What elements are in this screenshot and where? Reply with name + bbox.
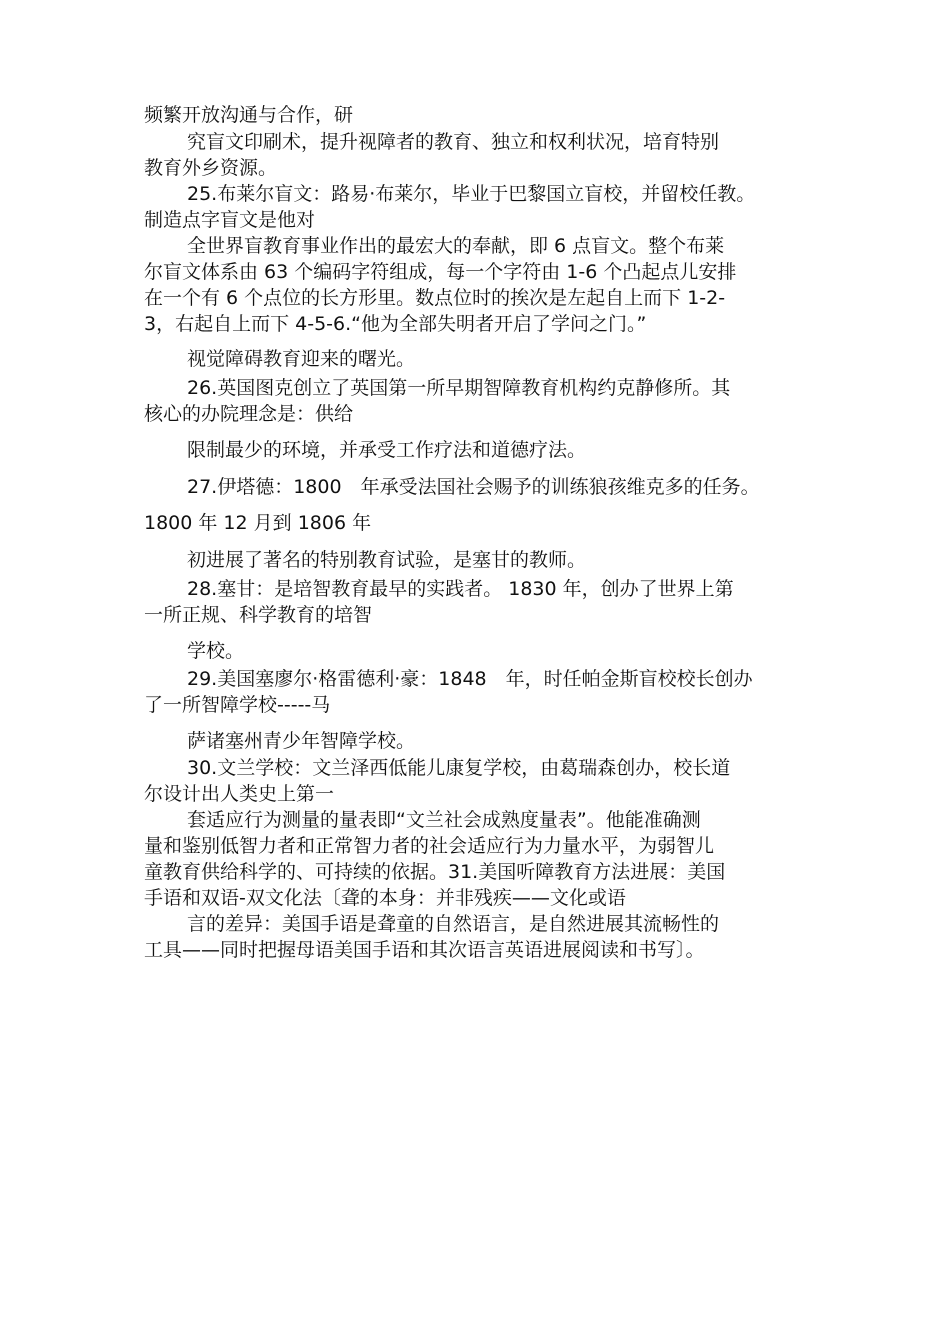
text-line: 教育外乡资源。 [144,157,278,179]
text-line: 视觉障碍教育迎来的曙光。 [187,348,416,370]
text-line: 1800 年 12 月到 1806 年 [144,512,372,534]
text-line: 29.美国塞廖尔·格雷德利·豪：1848 年，时任帕金斯盲校校长创办 [187,668,753,690]
text-line: 初进展了著名的特别教育试验，是塞甘的教师。 [187,549,587,571]
text-line: 工具——同时把握母语美国手语和其次语言英语进展阅读和书写〕。 [144,939,705,961]
text-line: 30.文兰学校：文兰泽西低能儿康复学校，由葛瑞森创办，校长道 [187,757,731,779]
text-line: 27.伊塔德：1800 年承受法国社会赐予的训练狼孩维克多的任务。 [187,476,760,498]
text-line: 尔盲文体系由 63 个编码字符组成，每一个字符由 1-6 个凸起点儿安排 [144,261,737,283]
text-line: 核心的办院理念是：供给 [144,403,354,425]
text-line: 言的差异：美国手语是聋童的自然语言，是自然进展其流畅性的 [187,913,720,935]
text-line: 26.英国图克创立了英国第一所早期智障教育机构约克静修所。其 [187,377,731,399]
text-line: 25.布莱尔盲文：路易·布莱尔，毕业于巴黎国立盲校，并留校任教。 [187,183,756,205]
text-line: 限制最少的环境，并承受工作疗法和道德疗法。 [187,439,587,461]
text-line: 制造点字盲文是他对 [144,209,316,231]
text-line: 套适应行为测量的量表即“文兰社会成熟度量表”。他能准确测 [187,809,701,831]
text-line: 全世界盲教育事业作出的最宏大的奉献，即 6 点盲文。整个布莱 [187,235,725,257]
text-line: 尔设计出人类史上第一 [144,783,335,805]
text-line: 量和鉴别低智力者和正常智力者的社会适应行为力量水平，为弱智儿 [144,835,715,857]
text-line: 学校。 [187,640,245,662]
text-line: 萨诸塞州青少年智障学校。 [187,730,416,752]
text-line: 一所正规、科学教育的培智 [144,604,373,626]
text-line: 手语和双语-双文化法〔聋的本身：并非残疾——文化或语 [144,887,626,909]
text-line: 频繁开放沟通与合作，研 [144,104,354,126]
text-line: 童教育供给科学的、可持续的依据。31.美国听障教育方法进展：美国 [144,861,726,883]
text-line: 3，右起自上而下 4-5-6.“他为全部失明者开启了学问之门。” [144,313,647,335]
text-line: 究盲文印刷术，提升视障者的教育、独立和权利状况，培育特别 [187,131,720,153]
text-line: 在一个有 6 个点位的长方形里。数点位时的挨次是左起自上而下 1-2- [144,287,726,309]
text-line: 了一所智障学校-----马 [144,694,331,716]
text-line: 28.塞甘：是培智教育最早的实践者。 1830 年，创办了世界上第 [187,578,734,600]
